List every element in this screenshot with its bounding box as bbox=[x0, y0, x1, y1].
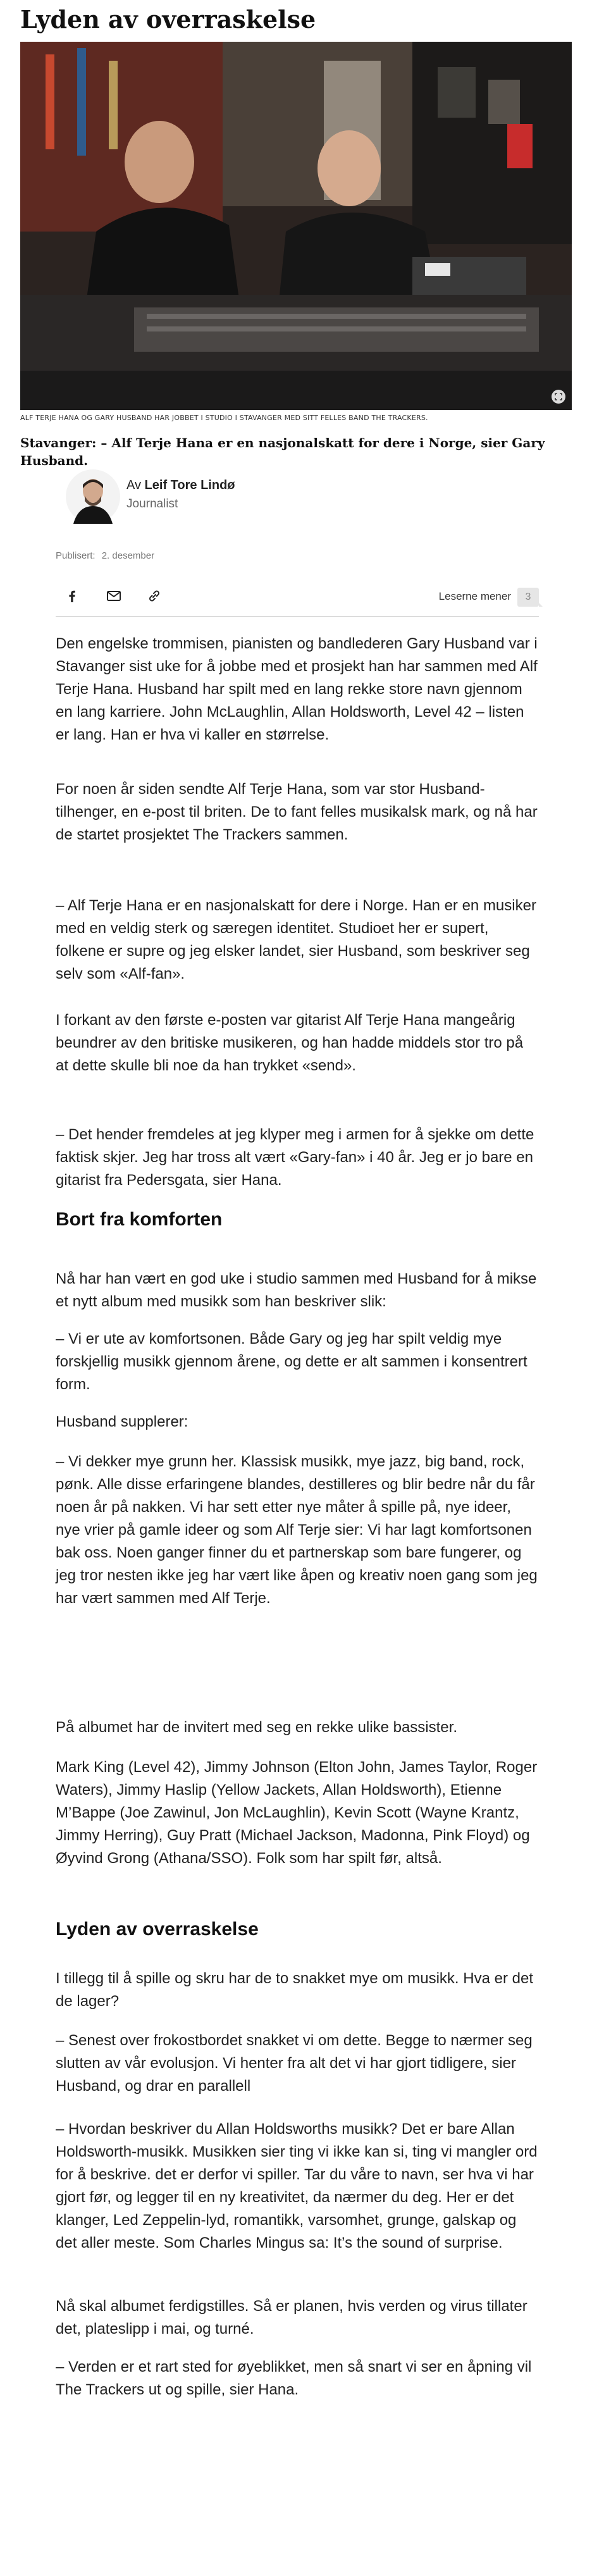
subheading: Lyden av overraskelse bbox=[56, 1919, 259, 1940]
paragraph: Nå har han vært en god uke i studio sammen med Husband for å mikse et nytt album med musikk som han beskriver slik: bbox=[56, 1270, 537, 1310]
studio-photo-illustration bbox=[20, 42, 572, 410]
page-title: Lyden av overraskelse bbox=[20, 5, 316, 34]
paragraph: – Hvordan beskriver du Allan Holdsworths musikk? Det er bare Allan Holdsworth-musikk. Musikken sier ting vi ikke kan si, ting vi mangler ord for å beskrive. det er derfor vi spiller. Tar du våre to navn, ser hva vi har gjort før, og legger til en ny kreativitet, da nærmer du deg. Her er det klanger, Led Zeppelin-lyd, romantikk, varsomhet, grunge, galskap og det aller meste. Som Charles Mingus sa: It’s the sound of surprise. bbox=[56, 2121, 538, 2251]
paragraph: I tillegg til å spille og skru har de to snakket mye om musikk. Hva er det de lager? bbox=[56, 1970, 533, 2010]
published-label: Publisert: bbox=[56, 550, 96, 561]
article-lead: Stavanger: – Alf Terje Hana er en nasjonalskatt for dere i Norge, sier Gary Husband. bbox=[20, 435, 545, 468]
hero-photo bbox=[20, 42, 572, 410]
paragraph: – Alf Terje Hana er en nasjonalskatt for dere i Norge. Han er en musiker med en veldig sterk og særegen identitet. Studioet her er supert, folkene er supre og jeg elsker landet, sier Husband, som beskriver seg selv som «Alf-fan». bbox=[56, 897, 536, 982]
comment-count-badge: 3 bbox=[517, 588, 539, 607]
link-icon[interactable] bbox=[145, 587, 163, 605]
paragraph: Den engelske trommisen, pianisten og bandlederen Gary Husband var i Stavanger sist uke for å jobbe med et prosjekt han har sammen med Alf Terje Hana. Husband har spilt med en lang rekke store navn gjennom en lang karriere. John McLaughlin, Allan Holdsworth, Level 42 – listen er lang. Han er hva vi kaller en størrelse. bbox=[56, 635, 538, 743]
published-date bbox=[56, 550, 154, 561]
avatar[interactable] bbox=[66, 469, 120, 524]
readers-label: Leserne mener bbox=[438, 590, 511, 602]
paragraph: Nå skal albumet ferdigstilles. Så er planen, hvis verden og virus tillater det, plateslipp i mai, og turné. bbox=[56, 2298, 527, 2338]
email-icon[interactable] bbox=[105, 587, 123, 605]
paragraph: For noen år siden sendte Alf Terje Hana, som var stor Husband-tilhenger, en e-post til briten. De to fant felles musikalsk mark, og nå har de startet prosjektet The Trackers sammen. bbox=[56, 781, 538, 843]
author-byline bbox=[126, 478, 235, 493]
author-block bbox=[56, 467, 536, 528]
author-name[interactable]: Leif Tore Lindø bbox=[144, 478, 235, 492]
facebook-icon[interactable] bbox=[63, 587, 81, 605]
author-prefix: Av bbox=[126, 478, 141, 492]
author-role: Journalist bbox=[126, 497, 178, 511]
paragraph: Mark King (Level 42), Jimmy Johnson (Elton John, James Taylor, Roger Waters), Jimmy Haslip (Yellow Jackets, Allan Holdsworth), Etienne M’Bappe (Joe Zawinul, Jon McLaughlin), Kevin Scott (Wayne Krantz, Jimmy Herring), Guy Pratt (Michael Jackson, Madonna, Pink Floyd) og Øyvind Grong (Athana/SSO). Folk som har spilt før, altså. bbox=[56, 1759, 538, 1867]
paragraph: På albumet har de invitert med seg en rekke ulike bassister. bbox=[56, 1719, 457, 1736]
paragraph: – Verden er et rart sted for øyeblikket, men så snart vi ser en åpning vil The Trackers ut og spille, sier Hana. bbox=[56, 2358, 532, 2398]
paragraph: – Senest over frokostbordet snakket vi om dette. Begge to nærmer seg slutten av vår evolusjon. Vi henter fra alt det vi har gjort tidligere, sier Husband, og drar en parallell bbox=[56, 2032, 533, 2095]
paragraph: – Vi dekker mye grunn her. Klassisk musikk, mye jazz, big band, rock, pønk. Alle disse erfaringene blandes, destilleres og blir bedre når du får noen år på nakken. Vi har sett etter nye måter å spille på, nye ideer, nye vrier på gamle ideer og som Alf Terje sier: Vi har lagt komfortsonen bak oss. Noen ganger finner du et partnerskap som bare fungerer, og jeg tror nesten ikke jeg har vært like åpen og kreativ noen gang som jeg har vært sammen med Alf Terje. bbox=[56, 1453, 538, 1607]
fullscreen-icon[interactable] bbox=[552, 390, 565, 404]
paragraph: Husband supplerer: bbox=[56, 1413, 188, 1430]
image-caption: ALF TERJE HANA OG GARY HUSBAND HAR JOBBET I STUDIO I STAVANGER MED SITT FELLES BAND THE TRACKERS. bbox=[20, 414, 428, 422]
share-bar bbox=[56, 577, 539, 617]
paragraph: – Det hender fremdeles at jeg klyper meg i armen for å sjekke om dette faktisk skjer. Jeg har tross alt vært «Gary-fan» i 40 år. Jeg er jo bare en gitarist fra Pedersgata, sier Hana. bbox=[56, 1126, 534, 1189]
subheading: Bort fra komforten bbox=[56, 1209, 223, 1230]
published-value: 2. desember bbox=[101, 550, 155, 561]
readers-comments[interactable] bbox=[439, 587, 539, 606]
paragraph: – Vi er ute av komfortsonen. Både Gary og jeg har spilt veldig mye forskjellig musikk gjennom årene, og dette er alt sammen i konsentrert form. bbox=[56, 1330, 527, 1393]
paragraph: I forkant av den første e-posten var gitarist Alf Terje Hana mangeårig beundrer av den britiske musikeren, og han hadde middels stor tro på at dette skulle bli noe da han trykket «send». bbox=[56, 1012, 524, 1074]
